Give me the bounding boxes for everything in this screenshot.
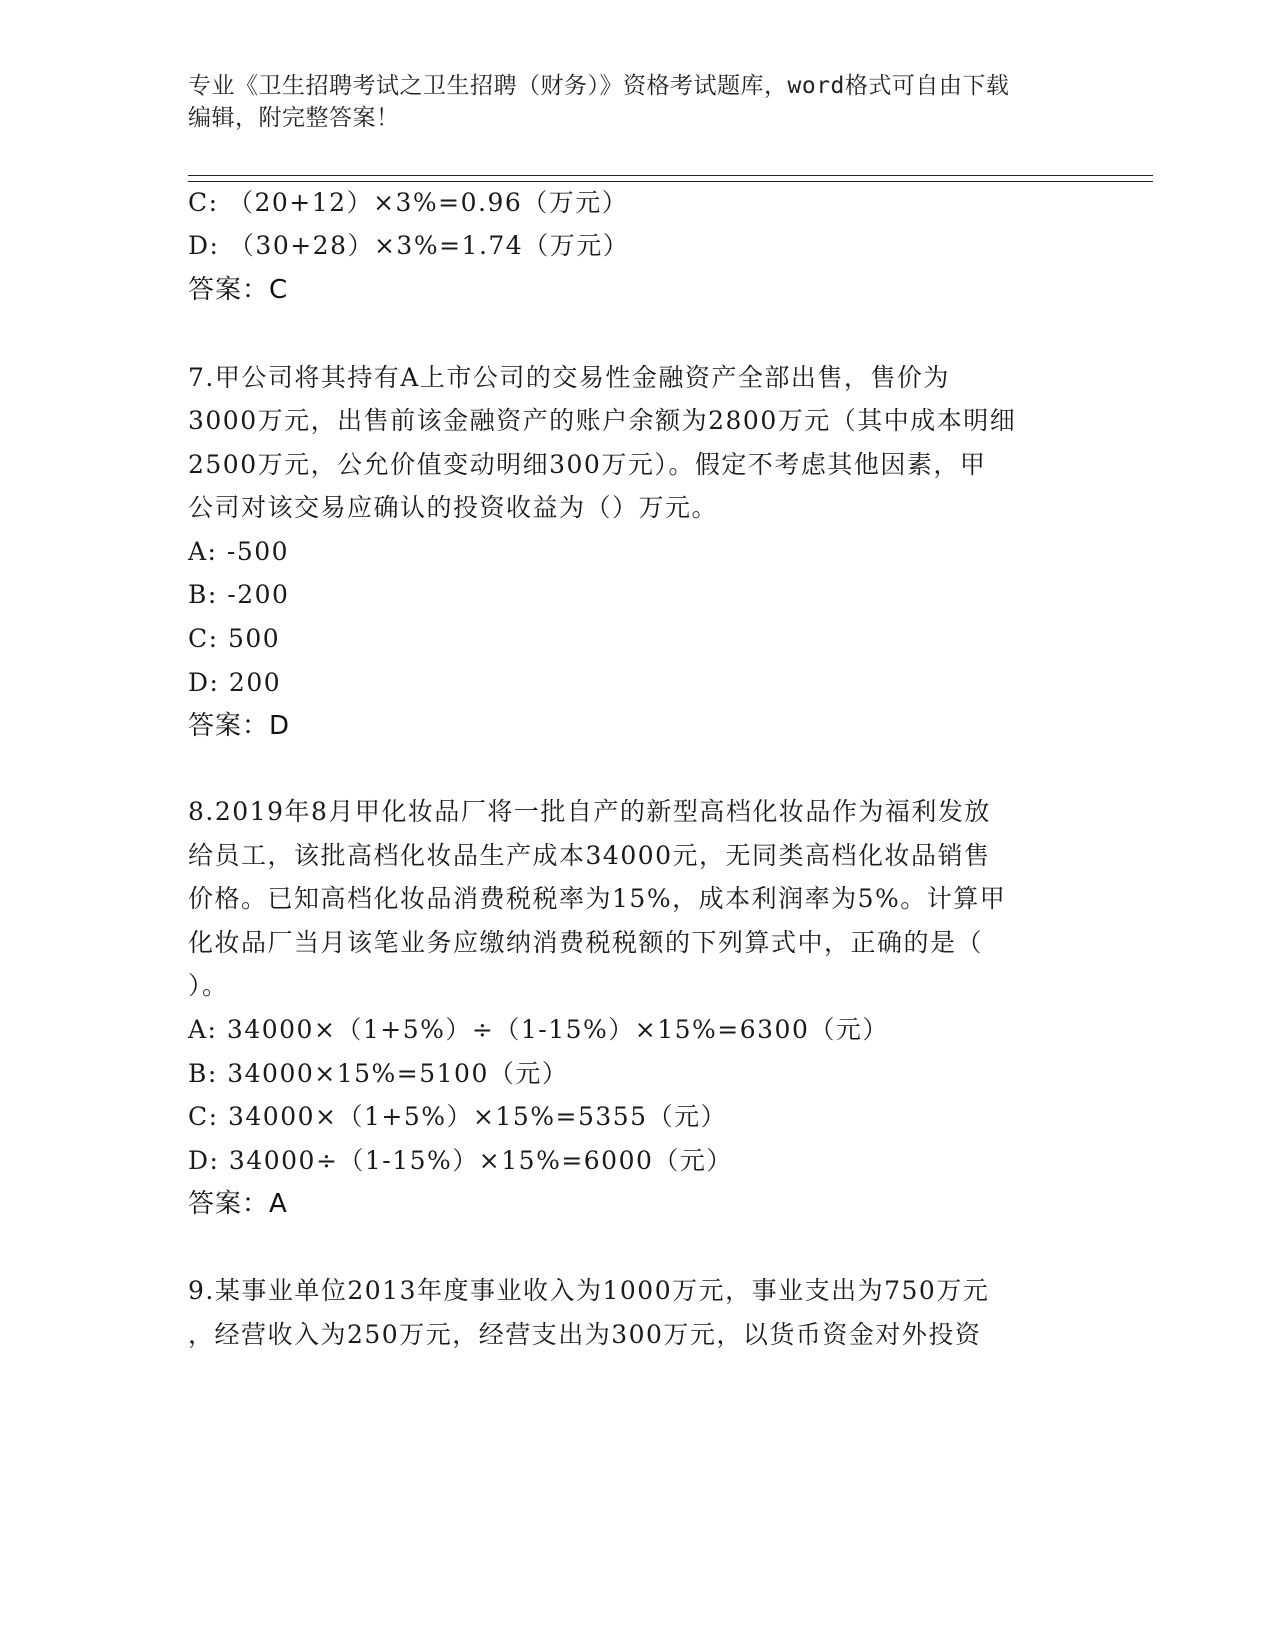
q7-option-a: A: -500 (188, 537, 290, 566)
q8-stem-line-4: 化妆品厂当月该笔业务应缴纳消费税税额的下列算式中，正确的是（ (188, 928, 984, 957)
q8-option-b: B: 34000×15%=5100（元） (188, 1059, 569, 1088)
header-rule-bottom (188, 181, 1153, 182)
q7-stem-line-1: 7.甲公司将其持有A上市公司的交易性金融资产全部出售，售价为 (188, 363, 950, 392)
q7-option-c: C: 500 (188, 624, 281, 653)
q7-option-b: B: -200 (188, 580, 290, 609)
header-rule-top (188, 175, 1153, 176)
q8-stem-line-5: ）。 (188, 971, 229, 1000)
q6-option-c: C: （20+12）×3%=0.96（万元） (188, 188, 629, 217)
q7-stem-line-2: 3000万元，出售前该金融资产的账户余额为2800万元（其中成本明细 (188, 406, 1017, 435)
q8-option-d: D: 34000÷（1-15%）×15%=6000（元） (188, 1146, 733, 1175)
q8-answer: 答案：A (188, 1189, 288, 1219)
q9-stem-line-1: 9.某事业单位2013年度事业收入为1000万元，事业支出为750万元 (188, 1276, 990, 1305)
q6-answer: 答案：C (188, 275, 289, 305)
q7-option-d: D: 200 (188, 668, 282, 697)
q7-stem-line-3: 2500万元，公允价值变动明细300万元）。假定不考虑其他因素，甲 (188, 450, 987, 479)
q7-stem-line-4: 公司对该交易应确认的投资收益为（）万元。 (188, 493, 719, 522)
q7-answer: 答案：D (188, 711, 291, 741)
document-header (188, 70, 1088, 134)
q8-option-a: A: 34000×（1+5%）÷（1-15%）×15%=6300（元） (188, 1015, 889, 1044)
q8-stem-line-2: 给员工，该批高档化妆品生产成本34000元，无同类高档化妆品销售 (188, 841, 991, 870)
header-line-1: 专业《卫生招聘考试之卫生招聘（财务）》资格考试题库，word格式可自由下载 (188, 73, 1010, 99)
q9-stem-line-2: ，经营收入为250万元，经营支出为300万元，以货币资金对外投资 (188, 1320, 982, 1349)
q8-stem-line-3: 价格。已知高档化妆品消费税税率为15%，成本利润率为5%。计算甲 (188, 884, 1007, 913)
header-line-2: 编辑，附完整答案！ (188, 105, 400, 131)
q8-option-c: C: 34000×（1+5%）×15%=5355（元） (188, 1102, 728, 1131)
q6-option-d: D: （30+28）×3%=1.74（万元） (188, 231, 630, 260)
q8-stem-line-1: 8.2019年8月甲化妆品厂将一批自产的新型高档化妆品作为福利发放 (188, 797, 991, 826)
